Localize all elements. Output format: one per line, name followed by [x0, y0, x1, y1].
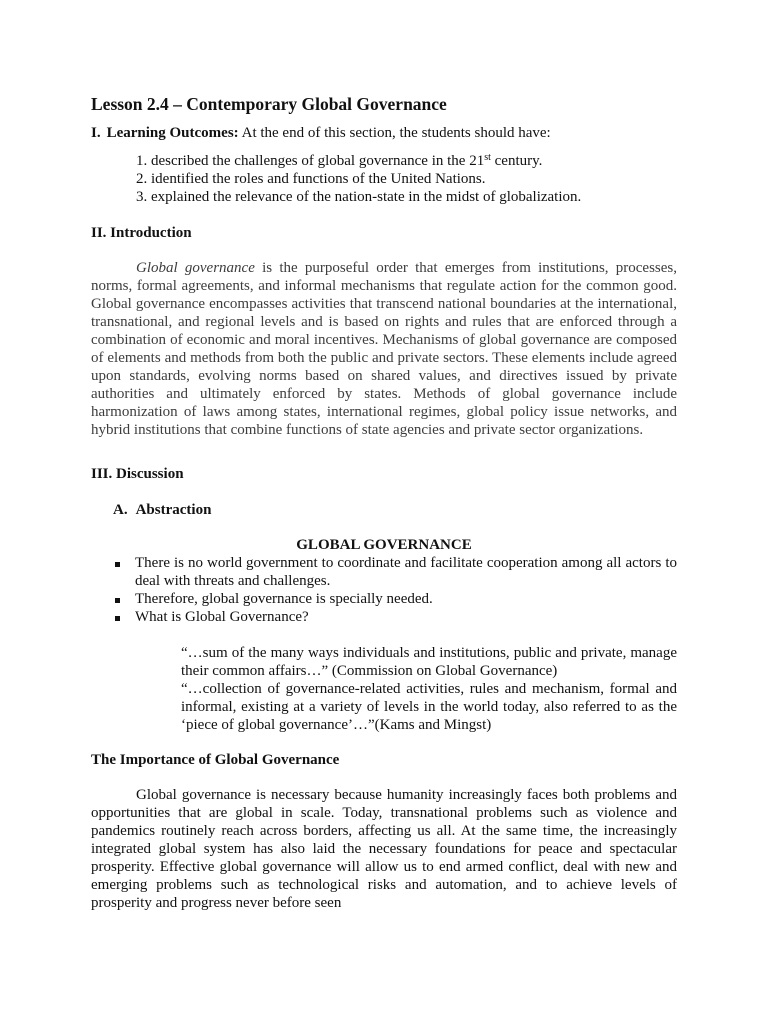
bullet-list — [91, 554, 677, 626]
outcome-item: 3. explained the relevance of the nation-state in the midst of globalization. — [136, 189, 582, 205]
quote-commission: “…sum of the many ways individuals and institutions, public and private, manage their common affairs…” (Commission on Global Governance) — [181, 645, 677, 679]
list-item — [91, 608, 677, 626]
importance-paragraph: Global governance is necessary because humanity increasingly faces both problems and opportunities that are global in scale. Today, transnational problems such as violence and pandemics routinely reach across borders, affecting us all. At the same time, the increasingly integrated global system has also laid the necessary foundations for peace and spectacular prosperity. Effective global governance will allow us to end armed conflict, deal with new and emerging problems such as technological risks and automation, and to achieve levels of prosperity and progress never before seen — [91, 787, 677, 911]
square-bullet-icon — [115, 598, 120, 603]
importance-heading: The Importance of Global Governance — [91, 752, 340, 768]
learning-outcomes-line — [91, 124, 677, 142]
subsection-marker: A. — [113, 502, 128, 518]
list-item — [91, 554, 677, 590]
global-governance-heading: GLOBAL GOVERNANCE — [296, 537, 472, 553]
lesson-title: Lesson 2.4 – Contemporary Global Governance — [91, 94, 447, 114]
definition-quotes — [181, 644, 677, 734]
outcome-text-tail: century. — [494, 153, 543, 169]
bullet-text: There is no world government to coordinate and facilitate cooperation among all actors to deal with threats and challenges. — [135, 555, 677, 589]
abstraction-heading — [113, 501, 677, 519]
learning-outcomes-label: Learning Outcomes: — [106, 125, 239, 141]
bullet-text: What is Global Governance? — [135, 609, 309, 625]
introduction-body: is the purposeful order that emerges from institutions, processes, norms, formal agreements, and informal mechanisms that regulate action for the common good. Global governance encompasses activities that transcend national boundaries at the international, transnational, and regional levels and is based on rights and rules that are enforced through a combination of economic and moral incentives. Mechanisms of global governance are composed of elements and methods from both the public and private sectors. These elements include agreed upon standards, evolving norms based on shared values, and directives issued by private authorities and ultimately enforced by states. Methods of global governance include harmonization of laws among states, international regimes, global policy issue networks, and hybrid institutions that combine functions of state agencies and private sector organizations. — [91, 260, 677, 438]
subsection-title: Abstraction — [135, 502, 212, 518]
introduction-paragraph — [91, 259, 677, 439]
introduction-term: Global governance — [136, 260, 255, 276]
discussion-heading: III. Discussion — [91, 466, 184, 482]
outcome-text: 1. described the challenges of global governance in the 21 — [136, 153, 485, 169]
bullet-text: Therefore, global governance is specially needed. — [135, 591, 433, 607]
outcome-item: 2. identified the roles and functions of the United Nations. — [136, 171, 486, 187]
learning-outcomes-marker: I. — [91, 125, 101, 141]
square-bullet-icon — [115, 616, 120, 621]
ordinal-superscript: st — [484, 152, 491, 163]
list-item — [91, 590, 677, 608]
introduction-heading: II. Introduction — [91, 225, 192, 241]
outcome-item — [136, 152, 677, 170]
quote-kams-mingst: “…collection of governance-related activities, rules and mechanism, formal and informal, existing at a variety of levels in the world today, also referred to as the ‘piece of global governance’…”(Kams and Mingst) — [181, 681, 677, 733]
square-bullet-icon — [115, 562, 120, 567]
learning-outcomes-lead: At the end of this section, the students should have: — [241, 125, 551, 141]
learning-outcomes-list — [136, 152, 677, 206]
